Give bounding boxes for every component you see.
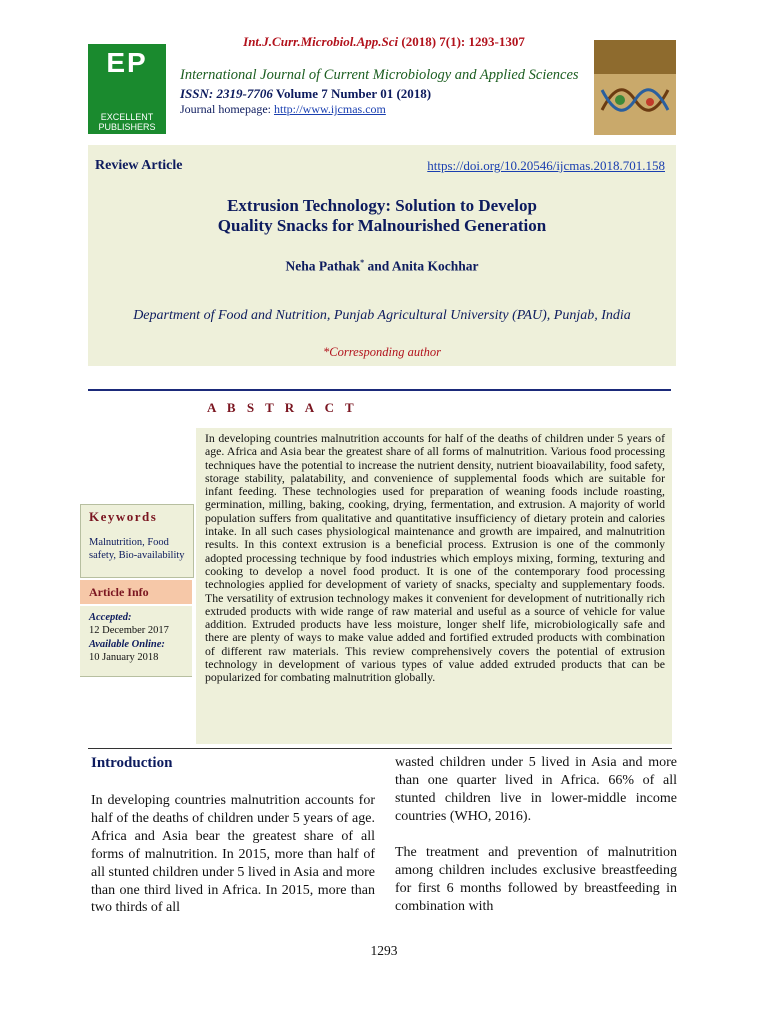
- keywords-heading: Keywords: [89, 509, 158, 524]
- article-type: Review Article: [95, 158, 183, 173]
- title-panel: [88, 145, 676, 366]
- divider-rule: [88, 389, 671, 391]
- journal-cover-image: [594, 40, 676, 135]
- accepted-label: Accepted:: [89, 612, 132, 623]
- author-2: and Anita Kochhar: [364, 258, 479, 274]
- author-1: Neha Pathak: [285, 258, 361, 274]
- journal-name: International Journal of Current Microbiology and Applied Sciences: [180, 67, 579, 83]
- online-label: Available Online:: [89, 639, 165, 650]
- article-title: [88, 196, 676, 236]
- doi-link[interactable]: https://doi.org/10.20546/ijcmas.2018.701.158: [427, 158, 665, 173]
- logo-text: EXCELLENT PUBLISHERS: [98, 112, 156, 132]
- introduction-heading: Introduction: [91, 755, 173, 771]
- cover-banner: [594, 40, 676, 74]
- issn: ISSN: 2319-7706: [180, 86, 273, 101]
- dna-illustration-icon: [600, 80, 670, 120]
- corresponding-author-note: *Corresponding author: [323, 345, 441, 359]
- accepted-date: 12 December 2017: [89, 625, 169, 636]
- intro-paragraph-right-1: wasted children under 5 lived in Asia and more than one quarter lived in Africa. 66% of all stunted children live in lower-middle income countries (WHO, 2016).: [395, 755, 677, 824]
- abstract-text: In developing countries malnutrition accounts for half of the deaths of children under 5 years of age. Africa and Asia bear the greatest share of all forms of malnutrition. Various food processing techniques have the potential to increase the nutrient density, nutrient bioavailability, food safety, storage stability, palatability, and convenience of supplemental foods which are suitable for infant feeding. These technologies used for preparation of weaning foods include roasting, germination, milling, baking, cooking, drying, fermentation, and extrusion. A majority of world population suffers from qualitative and quantitative insufficiency of dietary protein and calories intake. In all such cases physiological maintenance and growth are impaired, and malnutrition results. In this context extrusion is a beneficial process. Extrusion is one of the commonly adopted processing technique by food industries which employs mixing, forming, texturing and cooking to develop a novel food product. It is one of the contemporary food processing technologies applied for development of variety of snacks, specialty and supplementary foods. The versatility of extrusion technology makes it convenient for development of nutritionally rich extruded products with wide range of raw material and useful as a source of vehicle for value addition. Extruded products have less moisture, longer shelf life, microbiologically safe and there are plenty of ways to make value added and fortified extruded products with combination of different raw materials. This review comprehensively covers the potential of extrusion technology in development of various types of value added extruded products that can be popularized for combating malnutrition globally.: [205, 431, 665, 685]
- title-line-1: Extrusion Technology: Solution to Develop: [227, 196, 537, 215]
- abstract-heading: A B S T R A C T: [207, 400, 358, 415]
- corresponding-mark: *: [360, 258, 365, 267]
- volume-info: Volume 7 Number 01 (2018): [272, 86, 432, 101]
- authors: [88, 258, 676, 275]
- homepage-link[interactable]: http://www.ijcmas.com: [273, 102, 386, 116]
- body-divider: [88, 748, 672, 749]
- homepage-label: Journal homepage:: [180, 102, 274, 116]
- running-head-journal: Int.J.Curr.Microbiol.App.Sci: [243, 34, 399, 49]
- online-date: 10 January 2018: [89, 652, 159, 663]
- page-number: 1293: [370, 943, 398, 958]
- keywords-list: Malnutrition, Food safety, Bio-availability: [89, 537, 185, 561]
- homepage-line: [180, 102, 386, 117]
- title-line-2: Quality Snacks for Malnourished Generation: [217, 216, 547, 235]
- logo-letters: EP: [106, 47, 148, 78]
- article-info-heading: Article Info: [89, 585, 149, 599]
- publisher-logo: [88, 44, 166, 134]
- affiliation: Department of Food and Nutrition, Punjab Agricultural University (PAU), Punjab, India: [133, 308, 631, 323]
- intro-paragraph-right-2: The treatment and prevention of malnutrition among children includes exclusive breastfeeding for first 6 months followed by breastfeeding in combination with: [395, 845, 677, 914]
- issn-line: [180, 86, 431, 102]
- intro-paragraph-left: In developing countries malnutrition accounts for half of the deaths of children under 5 years of age. Africa and Asia bear the greatest share of all forms of malnutrition. In 2015, more than half of all stunted children under 5 lived in Asia and more than one third lived in Africa. In 2015, more than two thirds of all: [91, 793, 375, 916]
- running-head-citation: (2018) 7(1): 1293-1307: [398, 34, 525, 49]
